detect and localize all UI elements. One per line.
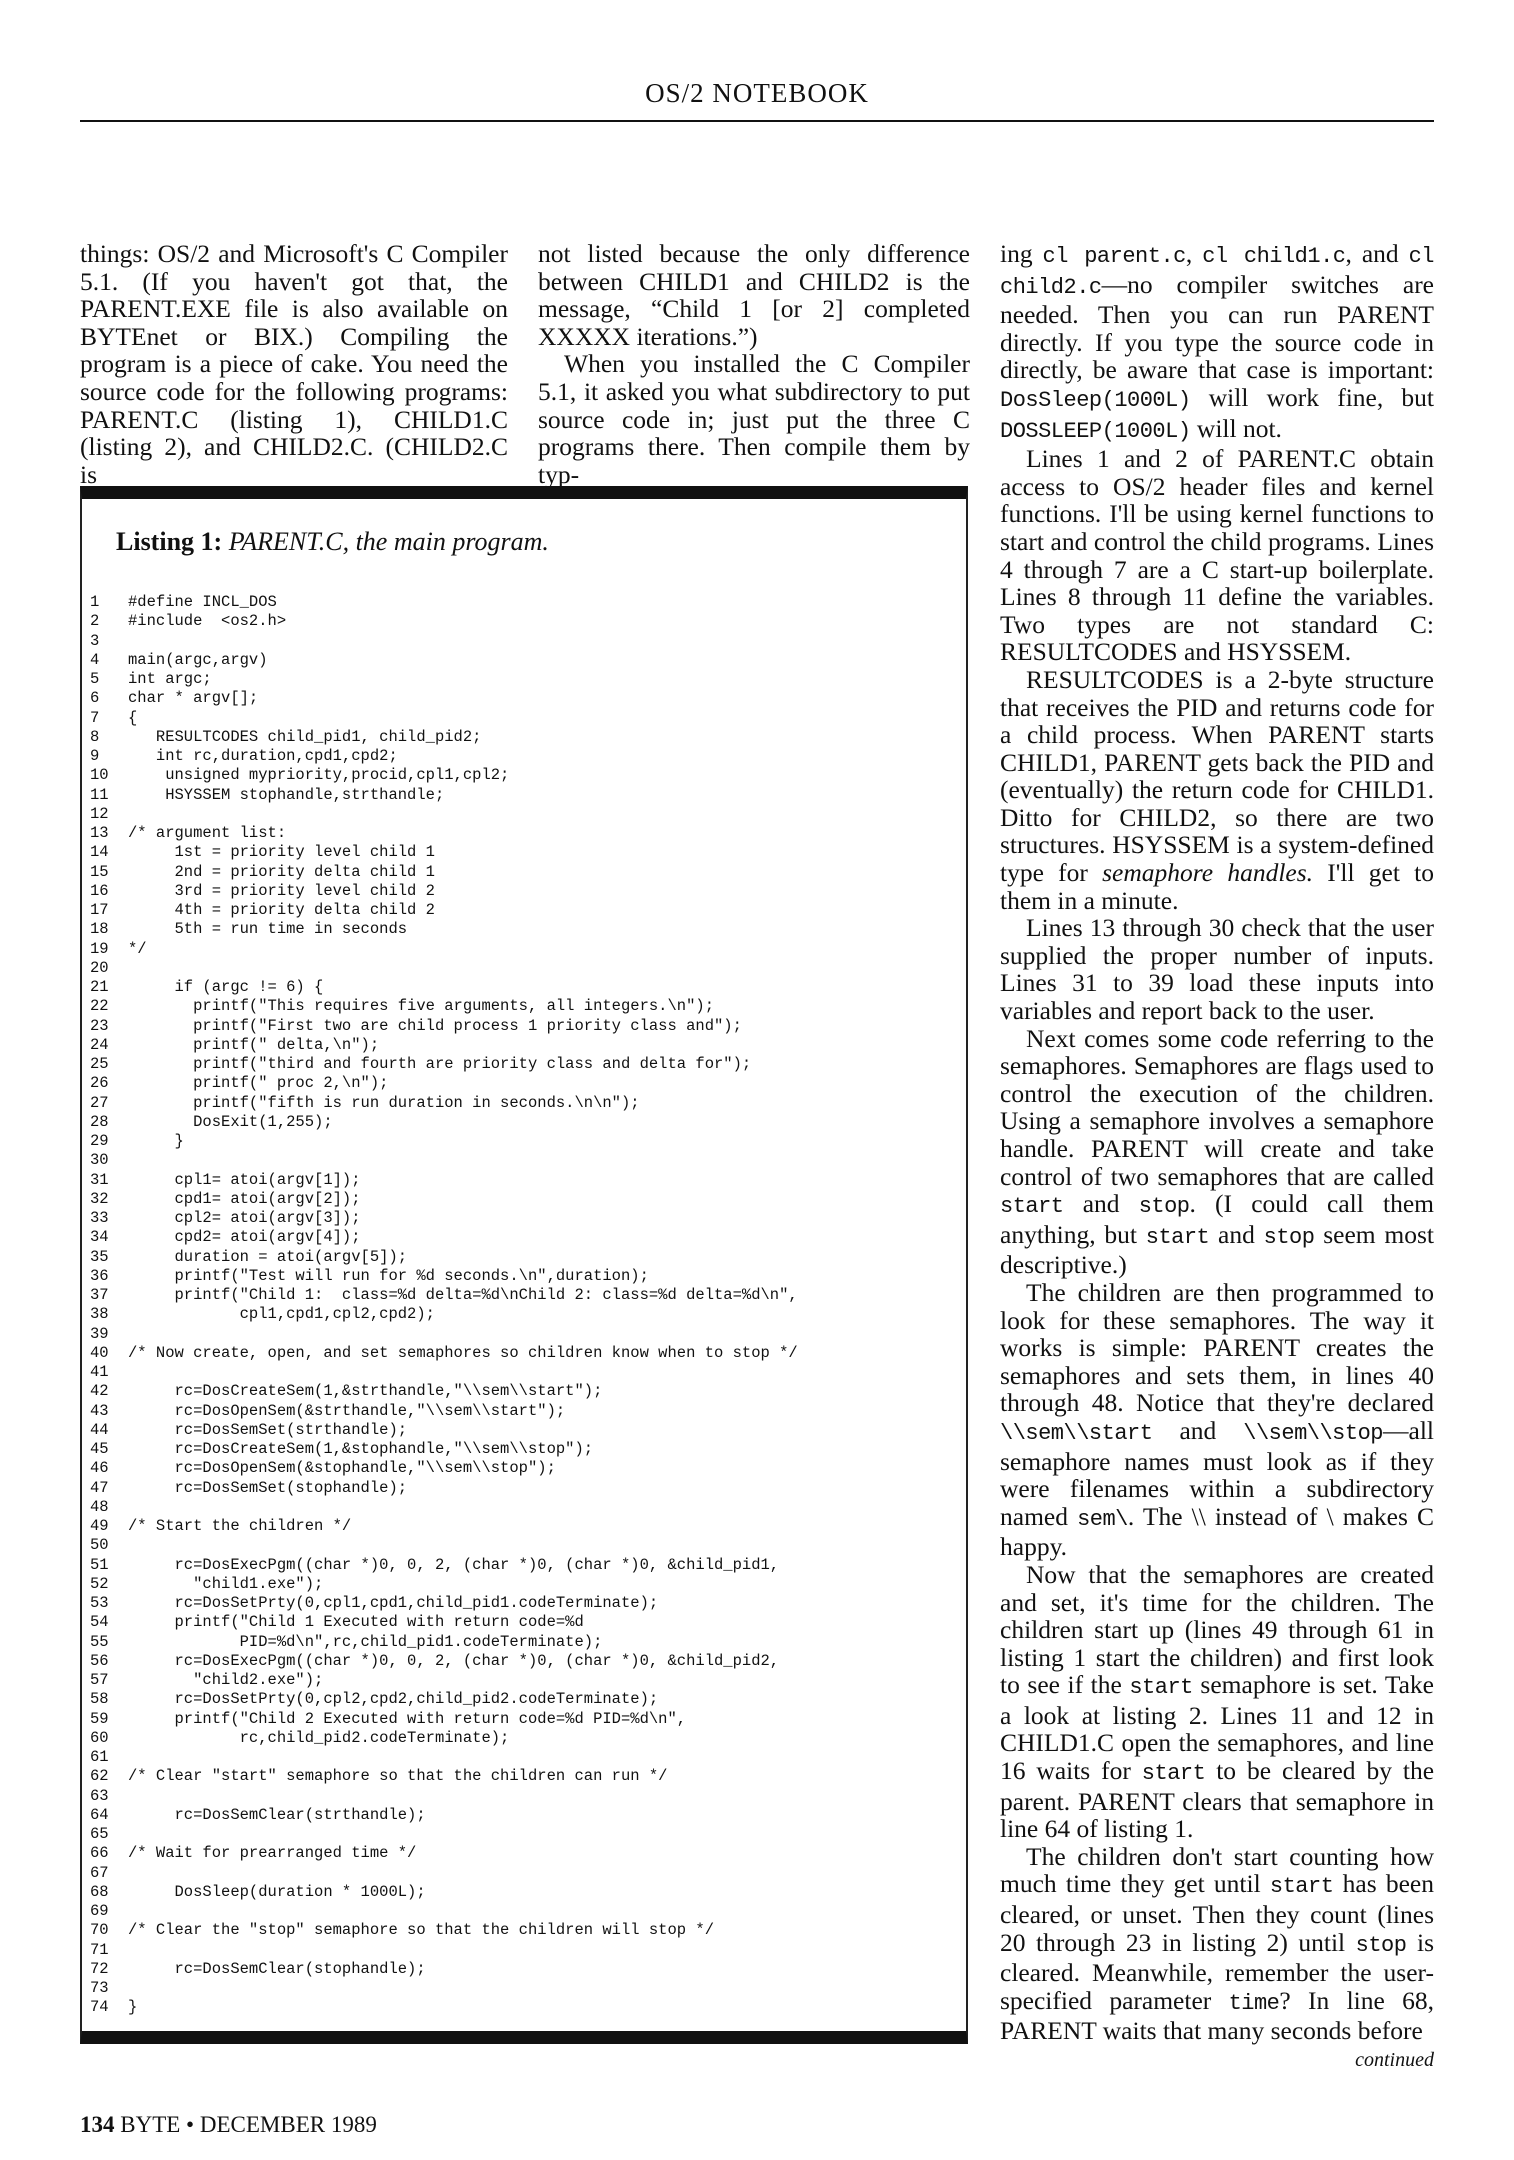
code-text [128, 1498, 950, 1517]
code-line [90, 1305, 950, 1324]
code-text: printf("fifth is run duration in seconds.\n\n"); [128, 1093, 640, 1112]
code-text: printf("Child 1: class=%d delta=%d\nChild 2: class=%d delta=%d\n", [128, 1286, 798, 1304]
code-text: { [128, 708, 138, 727]
code-line [90, 670, 950, 689]
continued-note: continued [1355, 2049, 1434, 2071]
code-text: rc=DosSemClear(stophandle); [128, 1959, 426, 1978]
code-line [90, 997, 950, 1016]
code-line [90, 612, 950, 631]
code-line [90, 1171, 950, 1190]
line-number: 3 [90, 631, 100, 650]
col3-paragraph-2: Lines 1 and 2 of PARENT.C obtain access to OS/2 header files and kernel functions. I'll be using kernel functions to start and control the child programs. Lines 4 through 7 are a C start-up boilerplate. Lines 8 through 11 define the variables. Two types are not standard C: RESULTCODES and HSYSSEM. [1000, 444, 1434, 667]
line-number: 27 [90, 1093, 109, 1112]
line-number: 44 [90, 1420, 109, 1439]
code-line [90, 1498, 950, 1517]
line-number: 57 [90, 1671, 109, 1689]
line-number: 31 [90, 1170, 109, 1189]
code-line [90, 1344, 950, 1363]
code-line [90, 940, 950, 959]
line-number: 65 [90, 1825, 109, 1843]
code-text: DosExit(1,255); [128, 1112, 333, 1131]
code-line [90, 882, 950, 901]
code-text [128, 1748, 950, 1767]
code-line [90, 1440, 950, 1459]
code-text [128, 805, 950, 824]
page-footer [80, 2112, 377, 2138]
code-text: printf(" delta,\n"); [128, 1035, 380, 1054]
code-text: 1st = priority level child 1 [128, 843, 435, 862]
code-line [90, 1864, 950, 1883]
code-text: rc=DosCreateSem(1,&stophandle,"\\sem\\stop"); [128, 1440, 594, 1458]
line-number: 5 [90, 670, 100, 688]
listing-label: Listing 1: [116, 527, 223, 556]
code-text: rc=DosSetPrty(0,cpl1,cpd1,child_pid1.codeTerminate); [128, 1594, 659, 1612]
code-text: 5th = run time in seconds [128, 920, 408, 939]
line-number: 36 [90, 1266, 109, 1285]
code-text: 4th = priority delta child 2 [128, 901, 435, 919]
line-number: 34 [90, 1228, 109, 1247]
code-line [90, 651, 950, 670]
line-number: 73 [90, 1979, 109, 1997]
code-text: printf("third and fourth are priority class and delta for"); [128, 1055, 752, 1073]
line-number: 32 [90, 1189, 109, 1208]
code-text: rc=DosSemSet(strthandle); [128, 1420, 408, 1439]
code-text: PID=%d\n",rc,child_pid1.codeTerminate); [128, 1632, 603, 1651]
code-text: char * argv[]; [128, 689, 259, 708]
code-text: cpd1= atoi(argv[2]); [128, 1189, 361, 1208]
line-number: 4 [90, 650, 100, 669]
code-line [90, 1979, 950, 1998]
code-line [90, 1382, 950, 1401]
col2-paragraph-1: not listed because the only difference between CHILD1 and CHILD2 is the message, “Child 1 [or 2] completed XXXXX iterations.”) [538, 239, 970, 351]
running-header: OS/2 NOTEBOOK [645, 78, 869, 108]
line-number: 56 [90, 1651, 109, 1670]
line-number: 70 [90, 1921, 109, 1940]
code-line [90, 1998, 950, 2017]
code-line [90, 1536, 950, 1555]
line-number: 29 [90, 1132, 109, 1150]
code-line [90, 1209, 950, 1228]
code-text: rc=DosCreateSem(1,&strthandle,"\\sem\\start"); [128, 1382, 603, 1401]
col3-paragraph-5: Next comes some code referring to the semaphores. Semaphores are flags used to control the execution of the children. Using a semaphore involves a semaphore handle. PARENT will create and take control of two semaphores that are called start and stop. (I could call them anything, but start and stop seem most descriptive.) [1000, 1023, 1434, 1280]
line-number: 62 [90, 1767, 109, 1786]
code-line [90, 709, 950, 728]
code-text [128, 1825, 950, 1844]
code-line [90, 1459, 950, 1478]
code-line [90, 843, 950, 862]
code-text: RESULTCODES child_pid1, child_pid2; [128, 727, 482, 746]
code-text: rc=DosSetPrty(0,cpl2,cpd2,child_pid2.codeTerminate); [128, 1690, 659, 1709]
code-line [90, 1094, 950, 1113]
code-text: int argc; [128, 670, 212, 688]
code-line [90, 1267, 950, 1286]
code-text [128, 632, 950, 651]
code-text: rc=DosExecPgm((char *)0, 0, 2, (char *)0, (char *)0, &child_pid1, [128, 1555, 780, 1574]
code-line [90, 786, 950, 805]
code-text: unsigned mypriority,procid,cpl1,cpl2; [128, 766, 510, 785]
line-number: 72 [90, 1959, 109, 1978]
line-number: 13 [90, 824, 109, 842]
code-line [90, 1594, 950, 1613]
header-rule [80, 120, 1434, 122]
line-number: 55 [90, 1632, 109, 1651]
line-number: 59 [90, 1709, 109, 1728]
code-text: "child2.exe"); [128, 1671, 324, 1689]
line-number: 18 [90, 920, 109, 939]
line-number: 20 [90, 958, 109, 977]
code-text: rc=DosSemClear(strthandle); [128, 1805, 426, 1824]
code-line [90, 805, 950, 824]
col3-paragraph-4: Lines 13 through 30 check that the user supplied the proper number of inputs. Lines 31 to 39 load these inputs into variables and report back to the user. [1000, 913, 1434, 1026]
line-number: 35 [90, 1247, 109, 1266]
code-line [90, 1074, 950, 1093]
code-text [128, 1787, 950, 1806]
column-3 [1000, 240, 1434, 2075]
code-line [90, 1941, 950, 1960]
code-text: "child1.exe"); [128, 1574, 324, 1593]
code-text: HSYSSEM stophandle,strthandle; [128, 785, 445, 804]
code-line [90, 1883, 950, 1902]
code-line [90, 1055, 950, 1074]
code-text: #define INCL_DOS [128, 593, 277, 611]
code-line [90, 1844, 950, 1863]
line-number: 8 [90, 727, 100, 746]
line-number: 40 [90, 1343, 109, 1362]
line-number: 52 [90, 1574, 109, 1593]
code-line [90, 1613, 950, 1632]
line-number: 53 [90, 1594, 109, 1612]
line-number: 26 [90, 1074, 109, 1093]
code-line [90, 1517, 950, 1536]
line-number: 15 [90, 862, 109, 881]
code-text: if (argc != 6) { [128, 978, 324, 996]
code-text [128, 1902, 950, 1921]
code-line [90, 1748, 950, 1767]
code-text [128, 1536, 950, 1555]
code-line [90, 1151, 950, 1170]
line-number: 63 [90, 1786, 109, 1805]
line-number: 10 [90, 766, 109, 785]
code-text: */ [128, 939, 147, 958]
line-number: 1 [90, 593, 100, 611]
code-text: cpl2= atoi(argv[3]); [128, 1209, 361, 1227]
code-line [90, 1479, 950, 1498]
line-number: 48 [90, 1497, 109, 1516]
code-text: rc,child_pid2.codeTerminate); [128, 1728, 510, 1747]
line-number: 45 [90, 1440, 109, 1458]
col3-paragraph-1: ing cl parent.c, cl child1.c, and cl child2.c—no compiler switches are needed. Then you can run PARENT directly. If you type the source code in directly, be aware that case is important: DosSleep(1000L) will work fine, but DOSSLEEP(1000L) will not. [1000, 239, 1435, 444]
code-listing [90, 593, 950, 2018]
line-number: 46 [90, 1459, 109, 1478]
code-text: /* Start the children */ [128, 1517, 352, 1535]
line-number: 12 [90, 804, 109, 823]
line-number: 64 [90, 1805, 109, 1824]
code-line [90, 1286, 950, 1305]
code-text: duration = atoi(argv[5]); [128, 1247, 408, 1266]
code-text [128, 1864, 950, 1883]
code-text: rc=DosExecPgm((char *)0, 0, 2, (char *)0, (char *)0, &child_pid2, [128, 1651, 780, 1670]
code-text: /* Clear "start" semaphore so that the children can run */ [128, 1767, 668, 1786]
line-number: 68 [90, 1882, 109, 1901]
code-line [90, 1729, 950, 1748]
code-text: cpd2= atoi(argv[4]); [128, 1228, 361, 1247]
code-text: 3rd = priority level child 2 [128, 881, 435, 900]
line-number: 37 [90, 1286, 109, 1304]
listing-title [116, 527, 549, 557]
code-line [90, 1325, 950, 1344]
code-text: printf("This requires five arguments, all integers.\n"); [128, 997, 714, 1016]
code-line [90, 1960, 950, 1979]
line-number: 74 [90, 1998, 109, 2017]
code-text [128, 1941, 950, 1960]
code-line [90, 1767, 950, 1786]
line-number: 21 [90, 978, 109, 996]
code-text: int rc,duration,cpd1,cpd2; [128, 747, 398, 765]
code-line [90, 1902, 950, 1921]
line-number: 14 [90, 843, 109, 862]
line-number: 9 [90, 747, 100, 765]
code-line [90, 1036, 950, 1055]
code-text: DosSleep(duration * 1000L); [128, 1882, 426, 1901]
code-line [90, 1113, 950, 1132]
line-number: 43 [90, 1401, 109, 1420]
line-number: 28 [90, 1112, 109, 1131]
code-text: #include <os2.h> [128, 612, 287, 631]
line-number: 49 [90, 1517, 109, 1535]
code-line [90, 1556, 950, 1575]
line-number: 67 [90, 1863, 109, 1882]
line-number: 22 [90, 997, 109, 1016]
code-line [90, 920, 950, 939]
line-number: 41 [90, 1363, 109, 1381]
code-text: rc=DosOpenSem(&stophandle,"\\sem\\stop"); [128, 1459, 556, 1478]
code-text: printf("Test will run for %d seconds.\n",duration); [128, 1266, 649, 1285]
code-text [128, 1363, 950, 1382]
code-text: } [128, 1132, 184, 1150]
code-line [90, 824, 950, 843]
listing-caption: PARENT.C, the main program. [228, 527, 549, 556]
code-line [90, 747, 950, 766]
code-text: /* Now create, open, and set semaphores so children know when to stop */ [128, 1343, 798, 1362]
code-text: /* argument list: [128, 824, 287, 842]
line-number: 19 [90, 939, 109, 958]
line-number: 17 [90, 901, 109, 919]
code-line [90, 766, 950, 785]
code-line [90, 593, 950, 612]
code-line [90, 1228, 950, 1247]
code-line [90, 1921, 950, 1940]
line-number: 69 [90, 1902, 109, 1920]
code-line [90, 1633, 950, 1652]
line-number: 25 [90, 1055, 109, 1073]
code-line [90, 1652, 950, 1671]
col2-paragraph-2: When you installed the C Compiler 5.1, it asked you what subdirectory to put source code in; just put the three C programs there. Then compile them by typ- [538, 349, 970, 489]
line-number: 23 [90, 1016, 109, 1035]
code-text: printf("Child 1 Executed with return code=%d [128, 1613, 584, 1632]
col1-paragraph-1: things: OS/2 and Microsoft's C Compiler 5.1. (If you haven't got that, the PARENT.EXE file is also available on BYTEnet or BIX.) Compiling the program is a piece of cake. You need the source code for the following programs: PARENT.C (listing 1), CHILD1.C (listing 2), and CHILD2.C. (CHILD2.C is [80, 239, 508, 489]
code-line [90, 1363, 950, 1382]
code-text [128, 1151, 950, 1170]
line-number: 11 [90, 785, 109, 804]
code-text: printf("First two are child process 1 priority class and"); [128, 1016, 742, 1035]
code-text: cpl1= atoi(argv[1]); [128, 1170, 361, 1189]
line-number: 47 [90, 1478, 109, 1497]
code-text: printf("Child 2 Executed with return code=%d PID=%d\n", [128, 1709, 687, 1728]
col3-paragraph-8: The children don't start counting how much time they get until start has been cleared, or unset. Then they count (lines 20 through 23 in listing 2) until stop is cleared. Meanwhile, remember the user-specified parameter time? In line 68, PARENT waits that many seconds before [1000, 1841, 1434, 2046]
line-number: 58 [90, 1690, 109, 1709]
code-line [90, 863, 950, 882]
col3-paragraph-7: Now that the semaphores are created and set, it's time for the children. The children start up (lines 49 through 61 in listing 1 start the children) and first look to see if the start semaphore is set. Take a look at listing 2. Lines 11 and 12 in CHILD1.C open the semaphores, and line 16 waits for start to be cleared by the parent. PARENT clears that semaphore in line 64 of listing 1. [1000, 1559, 1435, 1844]
code-text: 2nd = priority delta child 1 [128, 862, 435, 881]
line-number: 38 [90, 1305, 109, 1324]
line-number: 50 [90, 1536, 109, 1555]
code-line [90, 1690, 950, 1709]
line-number: 60 [90, 1728, 109, 1747]
line-number: 2 [90, 612, 100, 631]
code-line [90, 1421, 950, 1440]
line-number: 39 [90, 1324, 109, 1343]
line-number: 71 [90, 1940, 109, 1959]
code-line [90, 1806, 950, 1825]
code-text [128, 959, 950, 978]
code-text: /* Clear the "stop" semaphore so that the children will stop */ [128, 1921, 714, 1940]
col3-paragraph-6: The children are then programmed to look for these semaphores. The way it works is simple: PARENT creates the semaphores and sets them, in lines 40 through 48. Notice that they're declared \\sem\\start and \\sem\\stop—all semaphore names must look as if they were filenames within a subdirectory named sem\. The \\ instead of \ makes C happy. [1000, 1277, 1434, 1562]
line-number: 51 [90, 1555, 109, 1574]
code-line [90, 1248, 950, 1267]
code-line [90, 959, 950, 978]
line-number: 54 [90, 1613, 109, 1632]
code-line [90, 901, 950, 920]
line-number: 30 [90, 1151, 109, 1170]
code-line [90, 1132, 950, 1151]
magazine-issue: BYTE • DECEMBER 1989 [120, 2112, 377, 2137]
code-line [90, 1710, 950, 1729]
code-line [90, 632, 950, 651]
col3-paragraph-3: RESULTCODES is a 2-byte structure that receives the PID and returns code for a child process. When PARENT starts CHILD1, PARENT gets back the PID and (eventually) the return code for CHILD1. Ditto for CHILD2, so there are two structures. HSYSSEM is a system-defined type for semaphore handles. I'll get to them in a minute. [1000, 664, 1435, 915]
code-line [90, 1190, 950, 1209]
code-text: rc=DosSemSet(stophandle); [128, 1478, 408, 1497]
code-line [90, 1017, 950, 1036]
line-number: 16 [90, 881, 109, 900]
line-number: 33 [90, 1209, 109, 1227]
code-line [90, 689, 950, 708]
code-text: cpl1,cpd1,cpl2,cpd2); [128, 1305, 435, 1324]
line-number: 66 [90, 1844, 109, 1863]
column-2 [538, 240, 970, 488]
code-text: main(argc,argv) [128, 650, 268, 669]
line-number: 42 [90, 1382, 109, 1401]
column-1 [80, 240, 508, 488]
code-line [90, 1671, 950, 1690]
code-line [90, 1787, 950, 1806]
code-text: } [128, 1998, 138, 2017]
line-number: 7 [90, 708, 100, 727]
line-number: 6 [90, 689, 100, 708]
code-text [128, 1325, 950, 1344]
code-line [90, 1825, 950, 1844]
code-line [90, 1402, 950, 1421]
line-number: 61 [90, 1748, 109, 1766]
page-number: 134 [80, 2112, 115, 2137]
listing-1-box [80, 486, 968, 2044]
code-text: /* Wait for prearranged time */ [128, 1844, 417, 1863]
code-line [90, 978, 950, 997]
code-text: rc=DosOpenSem(&strthandle,"\\sem\\start"); [128, 1401, 566, 1420]
code-line [90, 728, 950, 747]
code-line [90, 1575, 950, 1594]
line-number: 24 [90, 1035, 109, 1054]
code-text: printf(" proc 2,\n"); [128, 1074, 389, 1093]
code-text [128, 1979, 950, 1998]
